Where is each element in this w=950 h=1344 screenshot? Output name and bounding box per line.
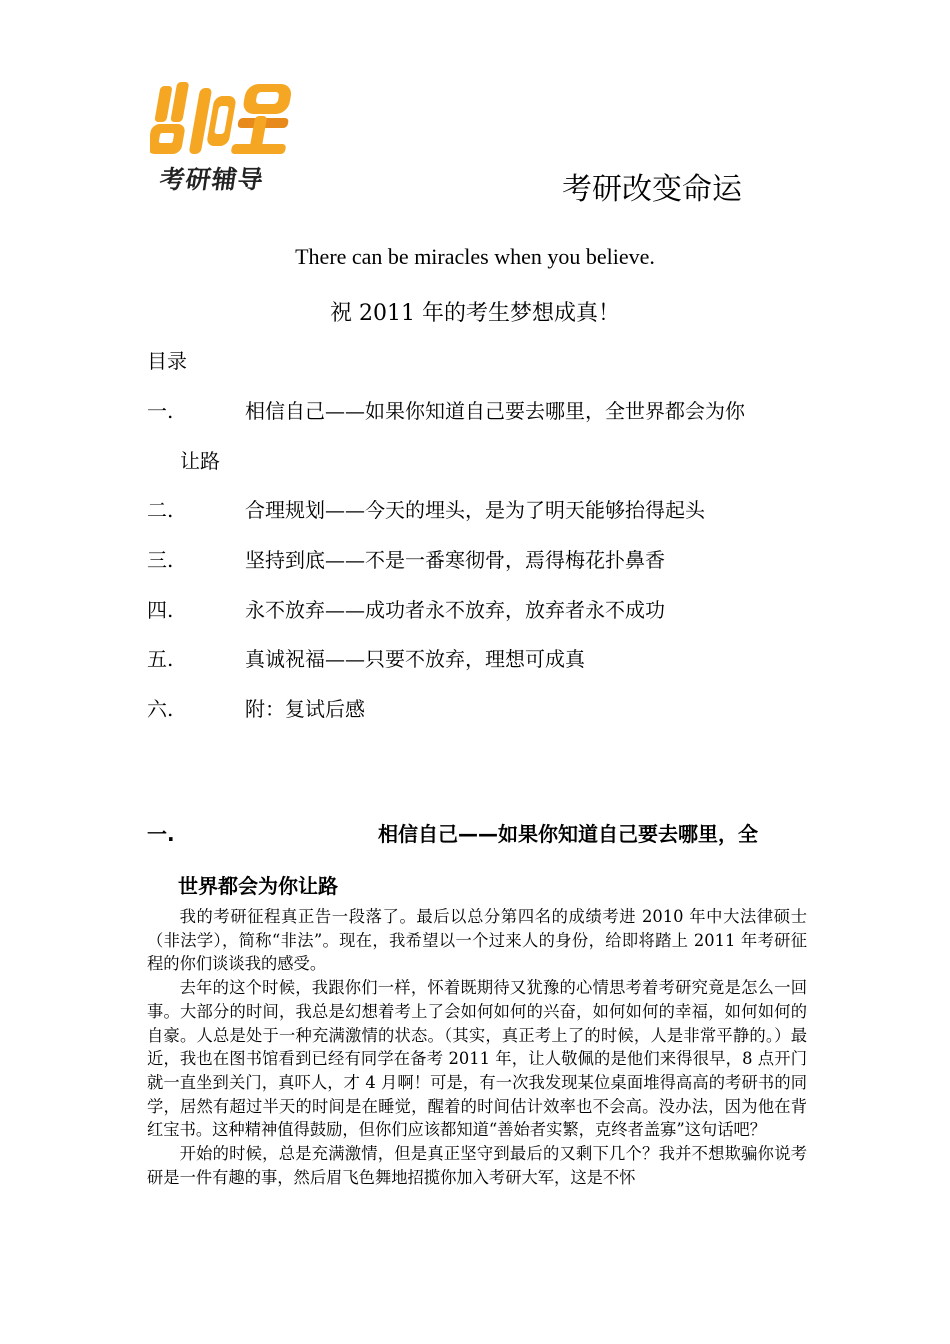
toc-item-text: 真诚祝福——只要不放弃，理想可成真 [245, 647, 585, 671]
toc-item-text: 合理规划——今天的埋头，是为了明天能够抬得起头 [245, 498, 705, 522]
paragraph: 开始的时候，总是充满激情，但是真正坚守到最后的又剩下几个？我并不想欺骗你说考研是一件有趣的事，然后眉飞色舞地招揽你加入考研大军，这是不怀 [147, 1144, 807, 1187]
paragraph: 我的考研征程真正告一段落了。最后以总分第四名的成绩考进 2010 年中大法律硕士（非法学），简称“非法”。现在，我希望以一个过来人的身份，给即将踏上 2011 年考研征程的你们谈谈我的感受。 [147, 907, 807, 974]
toc-item-number: 一. [147, 399, 174, 423]
toc-item-text: 附：复试后感 [245, 697, 365, 721]
logo-caption: 考研辅导 [157, 165, 266, 194]
toc-item-number: 三. [147, 548, 174, 572]
section-title-continuation: 世界都会为你让路 [178, 874, 338, 898]
paragraph: 去年的这个时候，我跟你们一样，怀着既期待又犹豫的心情思考着考研究竟是怎么一回事。大部分的时间，我总是幻想着考上了会如何如何的兴奋，如何如何的幸福，如何如何的自豪。人总是处于一种充满激情的状态。（其实，真正考上了的时候，人是非常平静的。）最近，我也在图书馆看到已经有同学在备考 2011 年，让人敬佩的是他们来得很早，8 点开门就一直坐到关门，真吓人，才 4 月啊！可是，有一次我发现某位桌面堆得高高的考研书的同学，居然有超过半天的时间是在睡觉，醒着的时间估计效率也不会高。没办法，因为他在背红宝书。这种精神值得鼓励，但你们应该都知道“善始者实繁，克终者盖寡”这句话吧？ [147, 978, 807, 1140]
toc-item-number: 四. [147, 598, 174, 622]
section-number: 一. [147, 822, 175, 846]
slogan: 考研改变命运 [562, 172, 742, 207]
toc-item-number: 二. [147, 498, 174, 522]
toc-item-text: 坚持到底——不是一番寒彻骨，焉得梅花扑鼻香 [245, 548, 665, 572]
toc-item-number: 六. [147, 697, 174, 721]
toc-item-text: 永不放弃——成功者永不放弃，放弃者永不成功 [245, 598, 665, 622]
motto-english: There can be miracles when you believe. [295, 244, 655, 269]
motto-chinese: 祝 2011 年的考生梦想成真！ [330, 301, 620, 326]
section-body [147, 905, 807, 1189]
toc-item-text: 相信自己——如果你知道自己要去哪里，全世界都会为你 [245, 399, 745, 423]
section-title: 相信自己——如果你知道自己要去哪里，全 [378, 822, 758, 846]
toc-item-continuation: 让路 [180, 449, 220, 473]
toc-item-number: 五. [147, 647, 174, 671]
toc-title: 目录 [147, 349, 187, 373]
